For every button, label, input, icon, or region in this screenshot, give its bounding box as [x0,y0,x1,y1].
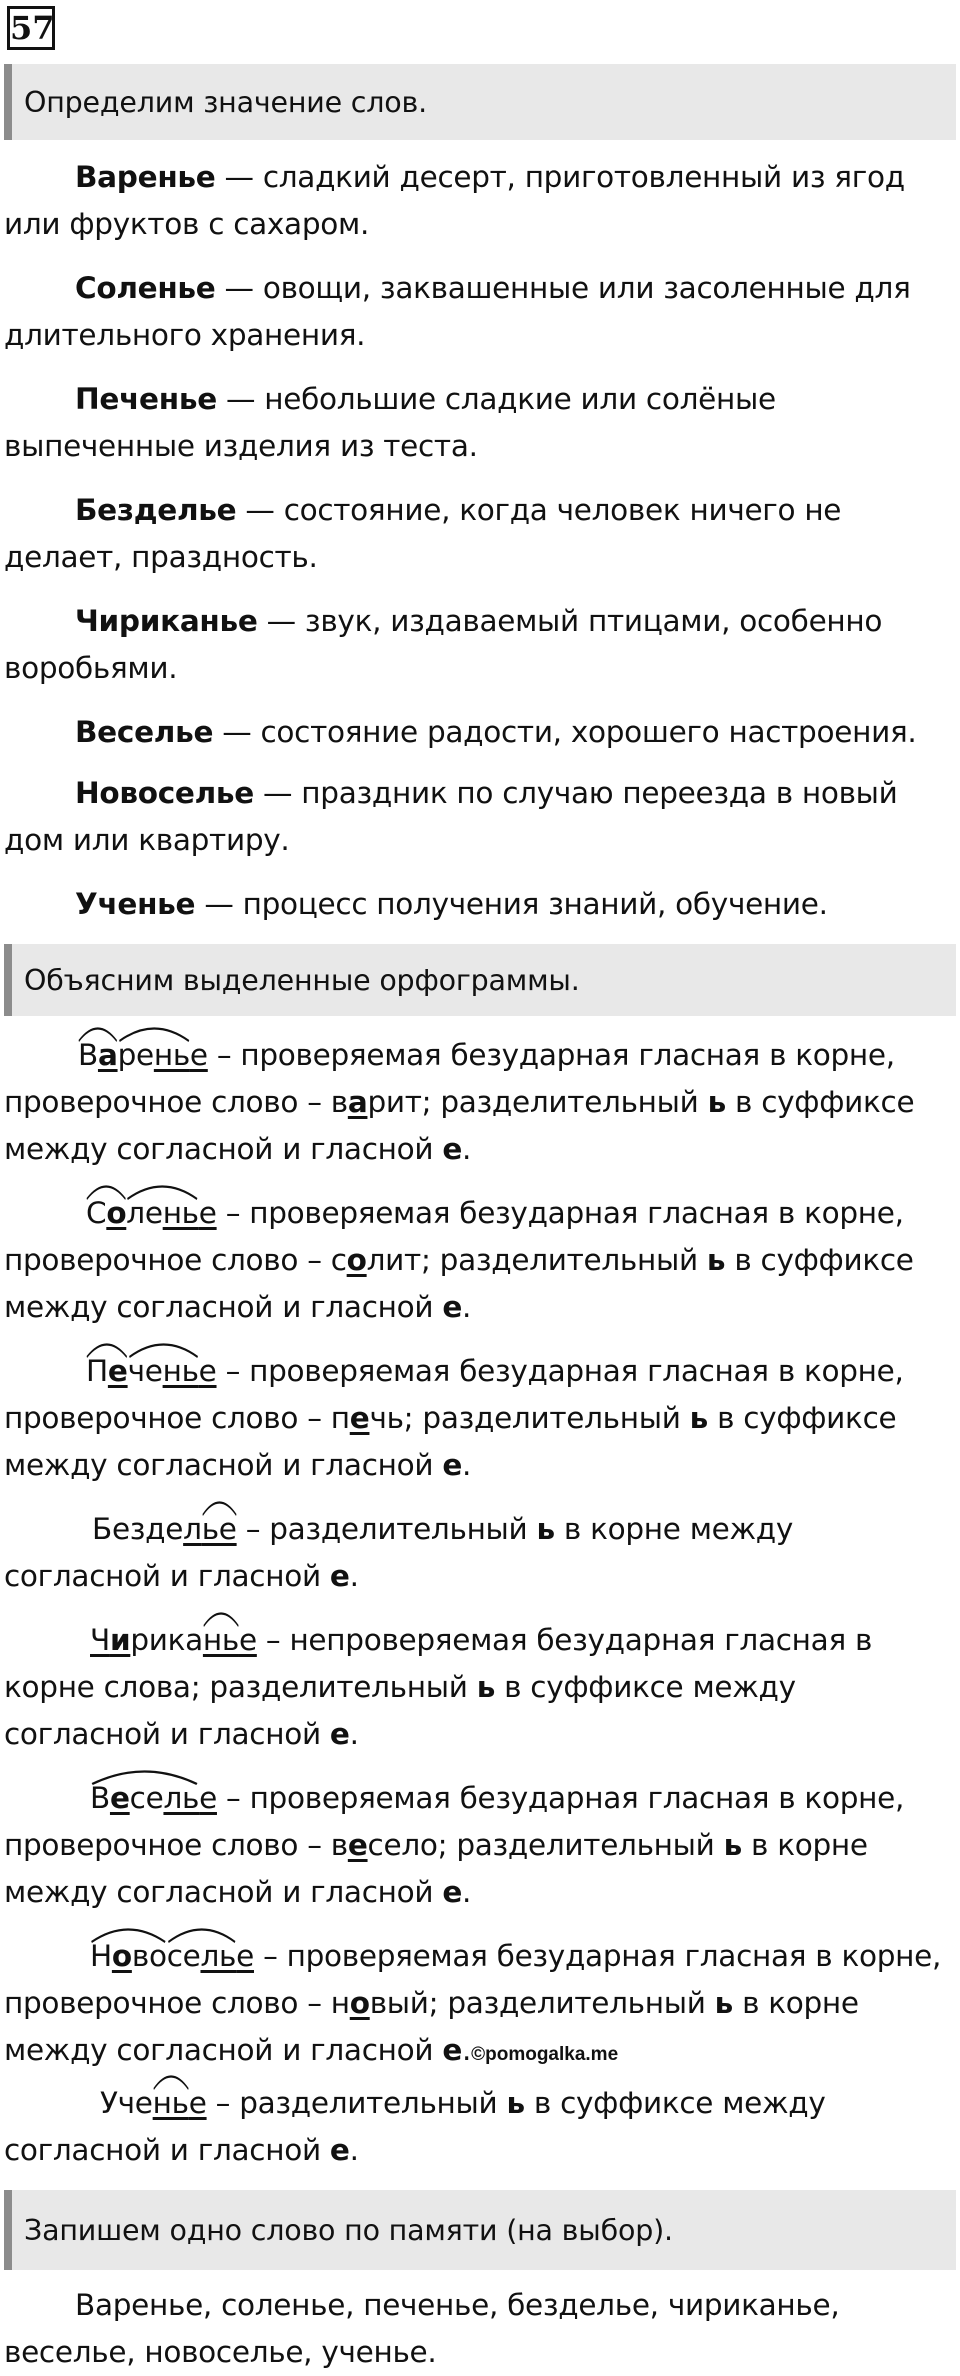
definition-term: Печенье [75,382,217,416]
ending: е [188,2086,207,2120]
analyzed-word: Уче [100,2086,153,2120]
analyzed-word-root [90,1781,199,1816]
definition-text: — овощи, заквашенные или засоленные для длительного хранения. [4,271,911,352]
section-heading-text: Запишем одно слово по памяти (на выбор). [24,2213,673,2247]
definition-item [4,376,949,470]
analyzed-word-suffix [118,1038,190,1073]
analyzed-word [86,1354,128,1389]
explanation: ; разделительный [421,1085,708,1119]
unstressed-vowel: и [109,1623,131,1657]
check-word: село [367,1828,438,1862]
suffix-arc-icon [128,1342,199,1358]
ending: е [189,1038,208,1072]
soft-sign-orthogram: нь [153,1038,190,1072]
vowel: е [329,1717,350,1751]
analyzed-word: Безде [92,1512,184,1546]
explanation: – проверяемая безударная гласная в корне, проверочное слово – [4,1196,904,1277]
explanation: – проверяемая безударная гласная в корне, проверочное слово – [4,1354,904,1435]
explanation: в суффиксе между согласной и гласной [4,1401,897,1482]
period: . [462,1875,472,1909]
soft-sign: ь [707,1085,726,1119]
check-word: вый [369,1986,429,2020]
soft-sign: ь [476,1670,496,1704]
definition-term: Чириканье [75,604,258,638]
suffix-arc-icon [153,2074,189,2090]
analyzed-word [86,1196,126,1231]
orthogram-item [4,1933,949,2078]
period: . [349,2133,359,2167]
root-arc-icon [78,1026,118,1042]
definition-item [4,598,949,692]
orthogram-item [4,2080,949,2174]
check-vowel: а [347,1085,368,1119]
root-arc-icon [86,1342,128,1358]
soft-sign-orthogram: нь [162,1354,199,1388]
definition-text: — праздник по случаю переезда в новый дом или квартиру. [4,776,898,857]
check-vowel: е [349,1401,370,1435]
letters: П [86,1354,108,1388]
answer-text: Варенье, соленье, печенье, безделье, чириканье, веселье, новоселье, ученье. [4,2288,840,2369]
letters: ре [117,1038,154,1072]
vowel: е [442,1448,463,1482]
explanation: в суффиксе между согласной и гласной [4,1670,796,1751]
consonant-orthogram: л [183,1512,202,1546]
soft-sign-orthogram: нь [202,1623,239,1657]
explanation: ; разделительный [437,1828,724,1862]
analyzed-word [78,1038,118,1073]
definition-item [4,265,949,359]
soft-sign-orthogram: ль [200,1939,237,1973]
soft-sign-orthogram: нь [152,2086,189,2120]
explanation: в суффиксе между согласной и гласной [4,1085,915,1166]
definition-item [4,154,949,248]
root-arc-icon [90,1927,167,1943]
letters: Н [90,1939,112,1973]
unstressed-vowel: о [106,1196,127,1230]
letters: Ч [90,1623,110,1657]
check-word: рит [367,1085,422,1119]
letters: С [86,1196,107,1230]
section-heading-text: Объясним выделенные орфограммы. [24,963,580,997]
definition-item [4,487,949,581]
definition-item [4,709,949,756]
vowel: е [442,1290,463,1324]
answer-paragraph [4,2282,949,2376]
check-word: с [330,1243,347,1277]
analyzed-word-root-1 [90,1939,167,1974]
letters: В [90,1781,110,1815]
analyzed-word-suffix [203,1623,239,1658]
explanation: – разделительный [206,2086,507,2120]
ending: е [238,1623,257,1657]
definition-text: — процесс получения знаний, обучение. [195,887,828,921]
soft-sign: ь [706,1243,726,1277]
analyzed-word-suffix [153,2086,189,2121]
check-word: лит [366,1243,421,1277]
unstressed-vowel: е [109,1781,130,1815]
explanation: – проверяемая безударная гласная в корне, проверочное слово – [4,1781,905,1862]
letters: ле [126,1196,163,1230]
definition-text: — состояние радости, хорошего настроения. [213,715,917,749]
vowel: е [329,1559,350,1593]
explanation: ; разделительный [428,1986,715,2020]
definition-text: — небольшие сладкие или солёные выпеченные изделия из теста. [4,382,776,463]
section-heading-text: Определим значение слов. [24,85,427,119]
ending: е [236,1939,254,1973]
section-heading-orthograms [4,944,956,1016]
soft-sign-orthogram: ль [163,1781,200,1815]
analyzed-word-suffix [126,1196,198,1231]
explanation: в суффиксе между согласной и гласной [4,1243,914,1324]
soft-sign: ь [536,1512,555,1546]
period: . [349,1717,359,1751]
unstressed-vowel: о [111,1939,132,1973]
analyzed-word-root-2 [167,1939,236,1974]
definition-term: Ученье [75,887,196,921]
orthogram-item [4,1032,949,1173]
period: . [462,1448,472,1482]
letters: В [78,1038,98,1072]
ending: е [198,1196,217,1230]
check-word: в [330,1828,348,1862]
orthogram-item [4,1617,949,1758]
definition-term: Веселье [75,715,214,749]
period: . [462,1132,472,1166]
definition-item [4,770,949,864]
explanation: в суффиксе между согласной и гласной [4,2086,826,2167]
ending: е [199,1781,217,1815]
soft-sign: ь [723,1828,742,1862]
explanation: в корне между согласной и гласной [4,1512,794,1593]
period: . [462,2033,472,2067]
orthogram-item [4,1775,949,1916]
soft-sign: ь [714,1986,733,2020]
orthogram-item [4,1506,949,1600]
explanation: ; разделительный [403,1401,690,1435]
suffix-arc-icon [118,1026,190,1042]
suffix-arc-icon [203,1611,239,1627]
suffix-arc-icon [202,1500,237,1516]
soft-sign-orthogram: ье [201,1512,237,1546]
vowel: е [442,1875,463,1909]
definition-text: — состояние, когда человек ничего не делает, праздность. [4,493,842,574]
analyzed-word-ending [202,1512,237,1547]
unstressed-vowel: е [107,1354,128,1388]
letters: че [127,1354,163,1388]
root-arc-icon [86,1184,126,1200]
task-number-badge: 57 [7,6,55,50]
check-vowel: е [347,1828,368,1862]
ending: е [198,1354,217,1388]
explanation: – непроверяемая безударная гласная в корне слова; разделительный [4,1623,873,1704]
definition-term: Новоселье [75,776,254,810]
vowel: е [329,2133,350,2167]
orthogram-item [4,1190,949,1331]
explanation: ; разделительный [420,1243,707,1277]
check-vowel: о [349,1986,370,2020]
definition-term: Соленье [75,271,216,305]
definition-term: Безделье [75,493,237,527]
unstressed-vowel: а [97,1038,118,1072]
check-word: чь [369,1401,404,1435]
soft-sign-orthogram: нь [162,1196,199,1230]
letters: во [131,1939,167,1973]
check-word: в [330,1085,348,1119]
explanation: – проверяемая безударная гласная в корне, проверочное слово – [4,1939,942,2020]
analyzed-word-suffix [128,1354,199,1389]
soft-sign: ь [506,2086,525,2120]
definition-text: — звук, издаваемый птицами, особенно воробьями. [4,604,883,685]
vowel: е [442,1132,463,1166]
letters: рика [130,1623,203,1657]
section-heading-write [4,2190,956,2270]
explanation: – проверяемая безударная гласная в корне, проверочное слово – [4,1038,895,1119]
orthogram-item [4,1348,949,1489]
check-word: п [330,1401,350,1435]
root-arc-icon [167,1927,236,1943]
letters: се [129,1781,164,1815]
suffix-arc-icon [126,1184,198,1200]
check-vowel: о [346,1243,367,1277]
explanation: в корне между согласной и гласной [4,1986,859,2067]
definition-term: Варенье [75,160,216,194]
section-heading-definitions [4,64,956,140]
period: . [462,1290,472,1324]
letters: се [166,1939,201,1973]
explanation: в корне между согласной и гласной [4,1828,868,1909]
definition-item [4,881,949,928]
period: . [349,1559,359,1593]
vowel: е [442,2033,463,2067]
root-arc-icon [90,1769,199,1785]
check-word: н [330,1986,350,2020]
soft-sign: ь [689,1401,709,1435]
definition-text: — сладкий десерт, приготовленный из ягод или фруктов с сахаром. [4,160,905,241]
site-watermark: ©pomogalka.me [471,2044,619,2065]
explanation: – разделительный [236,1512,537,1546]
